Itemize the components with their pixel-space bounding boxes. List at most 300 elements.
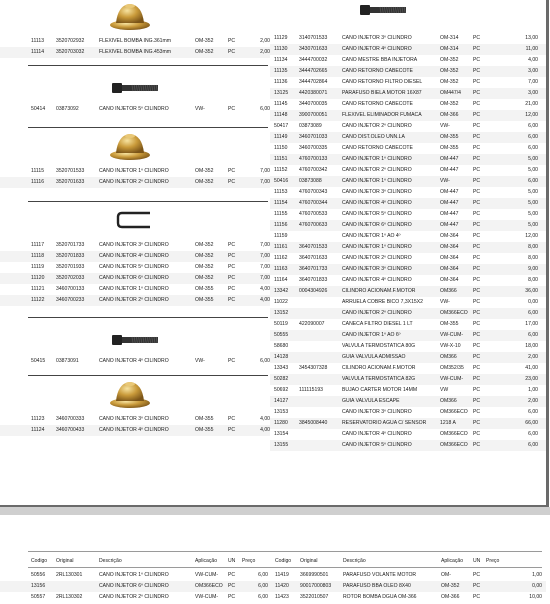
cell-aplicacao: OM366 — [440, 288, 457, 294]
cell-descricao: CANO INJETOR 1º CILINDRO — [99, 572, 169, 578]
cell-un: PC — [473, 57, 481, 63]
cell-preco: 6,00 — [528, 310, 538, 316]
cell-aplicacao: OM-355 — [195, 297, 214, 303]
cell-codigo: 50556 — [31, 572, 46, 578]
cell-descricao: CANO INJETOR 1º CILINDRO — [342, 156, 412, 162]
cell-preco: 7,00 — [260, 253, 270, 259]
cell-un: PC — [473, 594, 481, 600]
right-row — [270, 44, 546, 55]
cell-codigo: 14128 — [274, 354, 289, 360]
cell-descricao: CANO INJETOR 3º CILINDRO — [99, 242, 169, 248]
cell-preco: 6,00 — [258, 583, 268, 589]
cell-aplicacao: OM-447 — [440, 211, 459, 217]
right-row — [270, 407, 546, 418]
cell-aplicacao: OM-355 — [195, 286, 214, 292]
cell-un: PC — [228, 264, 236, 270]
cell-un: PC — [228, 583, 236, 589]
cell-original: 3520701833 — [56, 253, 85, 259]
cell-codigo: 11123 — [31, 416, 45, 422]
cell-aplicacao: OM352/35 — [440, 365, 464, 371]
cell-descricao: CANO INJETOR 2º CILINDRO — [99, 297, 169, 303]
cell-un: PC — [473, 420, 481, 426]
left-row — [0, 262, 270, 273]
cell-descricao: CANO INJETOR 5º CILINDRO — [99, 264, 169, 270]
cell-codigo: 13154 — [274, 431, 289, 437]
cell-original: 4760700133 — [299, 156, 328, 162]
cell-un: PC — [473, 583, 481, 589]
cell-preco: 8,00 — [528, 255, 538, 261]
cell-codigo: 11135 — [274, 68, 288, 74]
page2-right-row — [270, 570, 546, 581]
cell-un: PC — [473, 398, 481, 404]
cell-preco: 7,00 — [260, 242, 270, 248]
cell-original: 3640701633 — [299, 255, 328, 261]
cell-un: PC — [473, 310, 481, 316]
cell-preco: 11,00 — [525, 46, 538, 52]
header-rule — [28, 551, 542, 552]
cell-un: PC — [228, 179, 236, 185]
injector-bolt-icon — [112, 333, 158, 352]
cell-aplicacao: OM366ECO — [440, 409, 468, 415]
right-row — [270, 275, 546, 286]
cell-original: 90017000803 — [300, 583, 332, 589]
cell-original: 111115193 — [299, 387, 323, 393]
cell-descricao: CANO INJETOR 5º CILINDRO — [342, 211, 412, 217]
cell-aplicacao: VW-X-10 — [440, 343, 461, 349]
cell-original: 3845008440 — [299, 420, 328, 426]
cell-un: PC — [473, 321, 481, 327]
cell-original: 3520701933 — [56, 264, 85, 270]
cell-un: PC — [228, 572, 236, 578]
cell-aplicacao: OM-447 — [440, 200, 459, 206]
cell-un: PC — [473, 255, 481, 261]
right-row — [270, 374, 546, 385]
cell-un: PC — [473, 431, 481, 437]
cell-codigo: 11115 — [31, 168, 45, 174]
cell-codigo: 11156 — [274, 222, 288, 228]
cell-un: PC — [473, 332, 481, 338]
cell-preco: 4,00 — [260, 427, 270, 433]
cell-un: PC — [473, 277, 481, 283]
cell-descricao: BUJAO CARTER MOTOR 14MM — [342, 387, 418, 393]
cell-un: PC — [228, 416, 236, 422]
left-row — [0, 356, 270, 367]
cell-un: PC — [473, 288, 481, 294]
cell-aplicacao: 1218 A — [440, 420, 456, 426]
cell-preco: 5,00 — [528, 189, 538, 195]
cell-un: PC — [228, 275, 236, 281]
cell-descricao: CANO INJETOR 5º CILINDRO — [99, 106, 169, 112]
cell-original: 3460700233 — [56, 297, 85, 303]
cell-un: PC — [473, 442, 481, 448]
cell-un: PC — [473, 299, 481, 305]
cell-descricao: CANECA FILTRO DIESEL 1 LT — [342, 321, 413, 327]
cell-original: 4760700633 — [299, 222, 328, 228]
cell-descricao: CANO INJETOR 1º CILINDRO — [99, 168, 169, 174]
right-row — [270, 429, 546, 440]
cell-un: PC — [473, 233, 481, 239]
cell-descricao: CILINDRO ACIONAM.F.MOTOR — [342, 365, 416, 371]
cell-aplicacao: OM-355 — [440, 145, 459, 151]
cell-descricao: CANO INJETOR 2º CILINDRO — [342, 310, 412, 316]
cell-preco: 5,00 — [528, 222, 538, 228]
cell-aplicacao: OM-447 — [440, 189, 459, 195]
right-row — [270, 220, 546, 231]
cell-un: PC — [473, 211, 481, 217]
cell-descricao: CANO INJETOR 4º CILINDRO — [342, 277, 412, 283]
cell-original: 3460700335 — [299, 145, 328, 151]
cell-preco: 23,00 — [525, 376, 538, 382]
cell-aplicacao: OM-355 — [195, 416, 214, 422]
cell-codigo: 11119 — [31, 264, 45, 270]
cell-codigo: 11153 — [274, 189, 288, 195]
right-row — [270, 253, 546, 264]
cell-preco: 10,00 — [529, 594, 542, 600]
right-row — [270, 319, 546, 330]
cell-codigo: 50692 — [274, 387, 289, 393]
cell-codigo: 11134 — [274, 57, 288, 63]
cell-aplicacao: OM-355 — [195, 427, 214, 433]
header-aplicacao: Aplicação — [195, 558, 218, 564]
right-row — [270, 88, 546, 99]
cell-un: PC — [473, 572, 481, 578]
cell-original: 3520703032 — [56, 49, 85, 55]
cell-original: 3430701633 — [299, 46, 328, 52]
cell-descricao: CANO INJETOR 1º CILINDRO — [342, 178, 412, 184]
cell-original: 03873091 — [56, 358, 79, 364]
cell-codigo: 11124 — [31, 427, 45, 433]
header-codigo: Codigo — [31, 558, 48, 564]
right-row — [270, 66, 546, 77]
cell-original: 3460700133 — [56, 286, 85, 292]
cell-original: 3640701833 — [299, 277, 328, 283]
cell-un: PC — [473, 266, 481, 272]
cell-original: 4420380071 — [299, 90, 328, 96]
cell-codigo: 58680 — [274, 343, 289, 349]
cell-preco: 21,00 — [525, 101, 538, 107]
cell-original: 3440700035 — [299, 101, 328, 107]
cell-codigo: 11116 — [31, 179, 45, 185]
cell-codigo: 11423 — [275, 594, 289, 600]
page2-left-row — [0, 592, 270, 603]
cell-original: 3520701633 — [56, 179, 85, 185]
header-un-right: UN — [473, 558, 481, 564]
right-row — [270, 264, 546, 275]
cell-descricao: CANO INJETOR 4º CILINDRO — [342, 200, 412, 206]
cell-preco: 2,00 — [528, 354, 538, 360]
cell-preco: 12,00 — [525, 112, 538, 118]
cell-aplicacao: OM447/4 — [440, 90, 461, 96]
cell-aplicacao: OM366 — [440, 354, 457, 360]
cell-codigo: 13342 — [274, 288, 289, 294]
cell-preco: 1,00 — [528, 387, 538, 393]
cell-un: PC — [473, 145, 481, 151]
cell-descricao: CANO INJETOR 1º AO 4º — [342, 233, 401, 239]
group-divider — [28, 375, 268, 376]
cell-codigo: 11155 — [274, 211, 288, 217]
cell-preco: 6,00 — [260, 358, 270, 364]
cell-preco: 6,00 — [528, 145, 538, 151]
cell-original: 3520701533 — [56, 168, 85, 174]
cell-preco: 9,00 — [528, 266, 538, 272]
cell-preco: 3,00 — [528, 90, 538, 96]
cell-aplicacao: OM-352 — [441, 583, 460, 589]
cell-codigo: 11164 — [274, 277, 288, 283]
cell-original: 3640701533 — [299, 244, 328, 250]
cell-original: 3454307328 — [299, 365, 328, 371]
cell-un: PC — [228, 253, 236, 259]
cell-descricao: VALVULA TERMOSTATICA 80G — [342, 343, 416, 349]
cell-aplicacao: OM366ECO — [440, 310, 468, 316]
right-row — [270, 77, 546, 88]
cell-un: PC — [473, 409, 481, 415]
page-gap — [0, 507, 550, 515]
left-row — [0, 166, 270, 177]
left-row — [0, 251, 270, 262]
left-row — [0, 240, 270, 251]
cell-aplicacao: OM-364 — [440, 233, 459, 239]
cell-un: PC — [228, 242, 236, 248]
cell-descricao: CANO INJETOR 2º CILINDRO — [342, 167, 412, 173]
cell-descricao: CANO INJETOR 6º CILINDRO — [342, 222, 412, 228]
cell-codigo: 11120 — [31, 275, 45, 281]
cell-aplicacao: OM-352 — [195, 49, 214, 55]
header-descricao: Descrição — [99, 558, 122, 564]
cell-preco: 7,00 — [260, 275, 270, 281]
right-row — [270, 132, 546, 143]
right-row — [270, 418, 546, 429]
cell-descricao: CANO INJETOR 4º CILINDRO — [342, 431, 412, 437]
radiator-cap-icon — [108, 131, 152, 166]
cell-un: PC — [473, 178, 481, 184]
cell-un: PC — [473, 112, 481, 118]
cell-preco: 0,00 — [528, 299, 538, 305]
cell-original: 4760700343 — [299, 189, 328, 195]
cell-aplicacao: OM-364 — [440, 277, 459, 283]
cell-original: 3640701733 — [299, 266, 328, 272]
cell-descricao: CANO RETORNO CABECOTE — [342, 68, 413, 74]
cell-original: 03873092 — [56, 106, 79, 112]
group-divider — [28, 201, 268, 202]
right-row — [270, 33, 546, 44]
cell-codigo: 13125 — [274, 90, 289, 96]
cell-aplicacao: VW-CUM- — [195, 594, 219, 600]
cell-codigo: 11163 — [274, 266, 288, 272]
cell-descricao: PARAFUSO BIELA MOTOR 16X87 — [342, 90, 422, 96]
cell-aplicacao: OM366ECO — [440, 431, 468, 437]
cell-aplicacao: OM-352 — [195, 264, 214, 270]
radiator-cap-icon — [108, 379, 152, 414]
cell-codigo: 50557 — [31, 594, 46, 600]
cell-descricao: CANO INJETOR 1º CILINDRO — [342, 244, 412, 250]
left-row — [0, 36, 270, 47]
cell-aplicacao: OM-314 — [440, 46, 459, 52]
cell-codigo: 13156 — [31, 583, 46, 589]
cell-aplicacao: VW- — [195, 106, 205, 112]
cell-descricao: FLEXIVEL BOMBA ING.453mm — [99, 49, 171, 55]
cell-aplicacao: VW-CUM- — [440, 376, 464, 382]
right-row — [270, 121, 546, 132]
cell-descricao: PARAFUSO VOLANTE MOTOR — [343, 572, 417, 578]
cell-codigo: 11150 — [274, 145, 288, 151]
cell-codigo: 13155 — [274, 442, 289, 448]
cell-un: PC — [228, 286, 236, 292]
cell-codigo: 11121 — [31, 286, 45, 292]
cell-aplicacao: VW-CUM- — [440, 332, 464, 338]
injector-bolt-icon — [112, 81, 158, 100]
cell-preco: 41,00 — [525, 365, 538, 371]
cell-original: 3140701533 — [299, 35, 328, 41]
cell-un: PC — [473, 68, 481, 74]
right-row — [270, 330, 546, 341]
cell-descricao: CANO INJETOR 4º CILINDRO — [99, 358, 169, 364]
left-row — [0, 414, 270, 425]
cell-aplicacao: OM-355 — [440, 321, 459, 327]
cell-codigo: 11159 — [274, 233, 288, 239]
group-divider — [28, 127, 268, 128]
cell-preco: 18,00 — [525, 343, 538, 349]
cell-original: 3460701033 — [299, 134, 328, 140]
right-row — [270, 143, 546, 154]
cell-descricao: CANO INJETOR 3º CILINDRO — [342, 189, 412, 195]
cell-aplicacao: OM-314 — [440, 35, 459, 41]
cell-aplicacao: OM-447 — [440, 167, 459, 173]
cell-un: PC — [228, 49, 236, 55]
cell-descricao: CANO INJETOR 1º AO 6º — [342, 332, 401, 338]
cell-descricao: CANO RETORNO CABECOTE — [342, 101, 413, 107]
cell-original: 4760700344 — [299, 200, 328, 206]
cell-original: 03873089 — [299, 123, 322, 129]
left-row — [0, 295, 270, 306]
cell-descricao: CANO INJETOR 3º CILINDRO — [99, 416, 169, 422]
cell-un: PC — [473, 189, 481, 195]
cell-un: PC — [473, 222, 481, 228]
catalog-page-2 — [0, 515, 550, 604]
cell-aplicacao: OM-447 — [440, 222, 459, 228]
cell-original: 3520701733 — [56, 242, 85, 248]
cell-un: PC — [228, 594, 236, 600]
cell-codigo: 13343 — [274, 365, 289, 371]
cell-codigo: 13152 — [274, 310, 289, 316]
cell-codigo: 11022 — [274, 299, 288, 305]
cell-un: PC — [473, 134, 481, 140]
left-row — [0, 104, 270, 115]
cell-un: PC — [228, 358, 236, 364]
cell-preco: 66,00 — [525, 420, 538, 426]
left-row — [0, 284, 270, 295]
cell-descricao: CANO DIST.OLEO UNN.LA — [342, 134, 405, 140]
cell-preco: 7,00 — [528, 79, 538, 85]
cell-aplicacao: OM-366 — [440, 112, 459, 118]
cell-un: PC — [473, 156, 481, 162]
cell-descricao: ARRUELA COBRE BICO 7,3X15X2 — [342, 299, 423, 305]
cell-descricao: CANO RETORNO CABECOTE — [342, 145, 413, 151]
injector-bolt-icon — [360, 3, 406, 22]
cell-preco: 36,00 — [525, 288, 538, 294]
cell-preco: 6,00 — [258, 572, 268, 578]
cell-original: 3520702932 — [56, 38, 85, 44]
cell-codigo: 50119 — [274, 321, 288, 327]
cell-descricao: CANO RETORNO FILTRO DIESEL — [342, 79, 423, 85]
cell-original: 2RL130302 — [56, 594, 83, 600]
cell-original: 422090007 — [299, 321, 325, 327]
right-row — [270, 440, 546, 451]
cell-codigo: 11136 — [274, 79, 288, 85]
right-row — [270, 165, 546, 176]
cell-codigo: 13153 — [274, 409, 289, 415]
cell-codigo: 11113 — [31, 38, 45, 44]
cell-descricao: VALVULA TERMOSTATICA 82G — [342, 376, 416, 382]
cell-un: PC — [473, 343, 481, 349]
cell-preco: 6,00 — [258, 594, 268, 600]
cell-aplicacao: VW- — [440, 178, 450, 184]
header-preco-right: Preço — [486, 558, 500, 564]
cell-original: 4760700533 — [299, 211, 328, 217]
cell-original: 3522010507 — [300, 594, 329, 600]
left-row — [0, 273, 270, 284]
cell-codigo: 11117 — [31, 242, 45, 248]
cell-aplicacao: OM366 — [440, 398, 457, 404]
cell-un: PC — [473, 354, 481, 360]
cell-aplicacao: OM-364 — [440, 266, 459, 272]
cell-descricao: CANO INJETOR 4º CILINDRO — [99, 427, 169, 433]
right-row — [270, 176, 546, 187]
cell-preco: 6,00 — [260, 106, 270, 112]
cell-codigo: 11122 — [31, 297, 45, 303]
cell-un: PC — [473, 365, 481, 371]
cell-preco: 6,00 — [528, 332, 538, 338]
page2-left-row — [0, 581, 270, 592]
cell-descricao: CANO INJETOR 3º CILINDRO — [342, 266, 412, 272]
cell-un: PC — [228, 297, 236, 303]
cell-descricao: CANO INJETOR 2º CILINDRO — [342, 255, 412, 261]
cell-codigo: 11129 — [274, 35, 288, 41]
cell-preco: 17,00 — [525, 321, 538, 327]
page2-right-row — [270, 581, 546, 592]
right-row — [270, 352, 546, 363]
cell-aplicacao: OM366ECO — [440, 442, 468, 448]
cell-aplicacao: OM-352 — [440, 68, 459, 74]
cell-aplicacao: VW- — [440, 123, 450, 129]
header-un: UN — [228, 558, 236, 564]
cell-codigo: 50417 — [274, 123, 289, 129]
cell-preco: 5,00 — [528, 156, 538, 162]
cell-descricao: PARAFUSO BBA OLEO 8X40 — [343, 583, 411, 589]
cell-aplicacao: VW-CUM- — [195, 572, 219, 578]
cell-preco: 13,00 — [525, 35, 538, 41]
cell-descricao: CANO INJETOR 4º CILINDRO — [99, 253, 169, 259]
cell-descricao: FLEXIVEL ELIMINADOR FUMACA — [342, 112, 422, 118]
cell-original: 2RL130301 — [56, 572, 83, 578]
cell-preco: 4,00 — [260, 416, 270, 422]
cell-preco: 5,00 — [528, 167, 538, 173]
cell-aplicacao: OM-352 — [440, 57, 459, 63]
cell-codigo: 11154 — [274, 200, 288, 206]
right-row — [270, 242, 546, 253]
cell-preco: 6,00 — [528, 123, 538, 129]
cell-preco: 6,00 — [528, 178, 538, 184]
cell-descricao: CANO INJETOR 3º CILINDRO — [342, 35, 412, 41]
cell-preco: 5,00 — [528, 200, 538, 206]
page2-right-row — [270, 592, 546, 603]
page2-left-row — [0, 570, 270, 581]
cell-preco: 4,00 — [260, 286, 270, 292]
cell-aplicacao: OM-364 — [440, 255, 459, 261]
right-row — [270, 385, 546, 396]
cell-codigo: 11114 — [31, 49, 45, 55]
cell-un: PC — [473, 35, 481, 41]
cell-aplicacao: OM-352 — [195, 168, 214, 174]
